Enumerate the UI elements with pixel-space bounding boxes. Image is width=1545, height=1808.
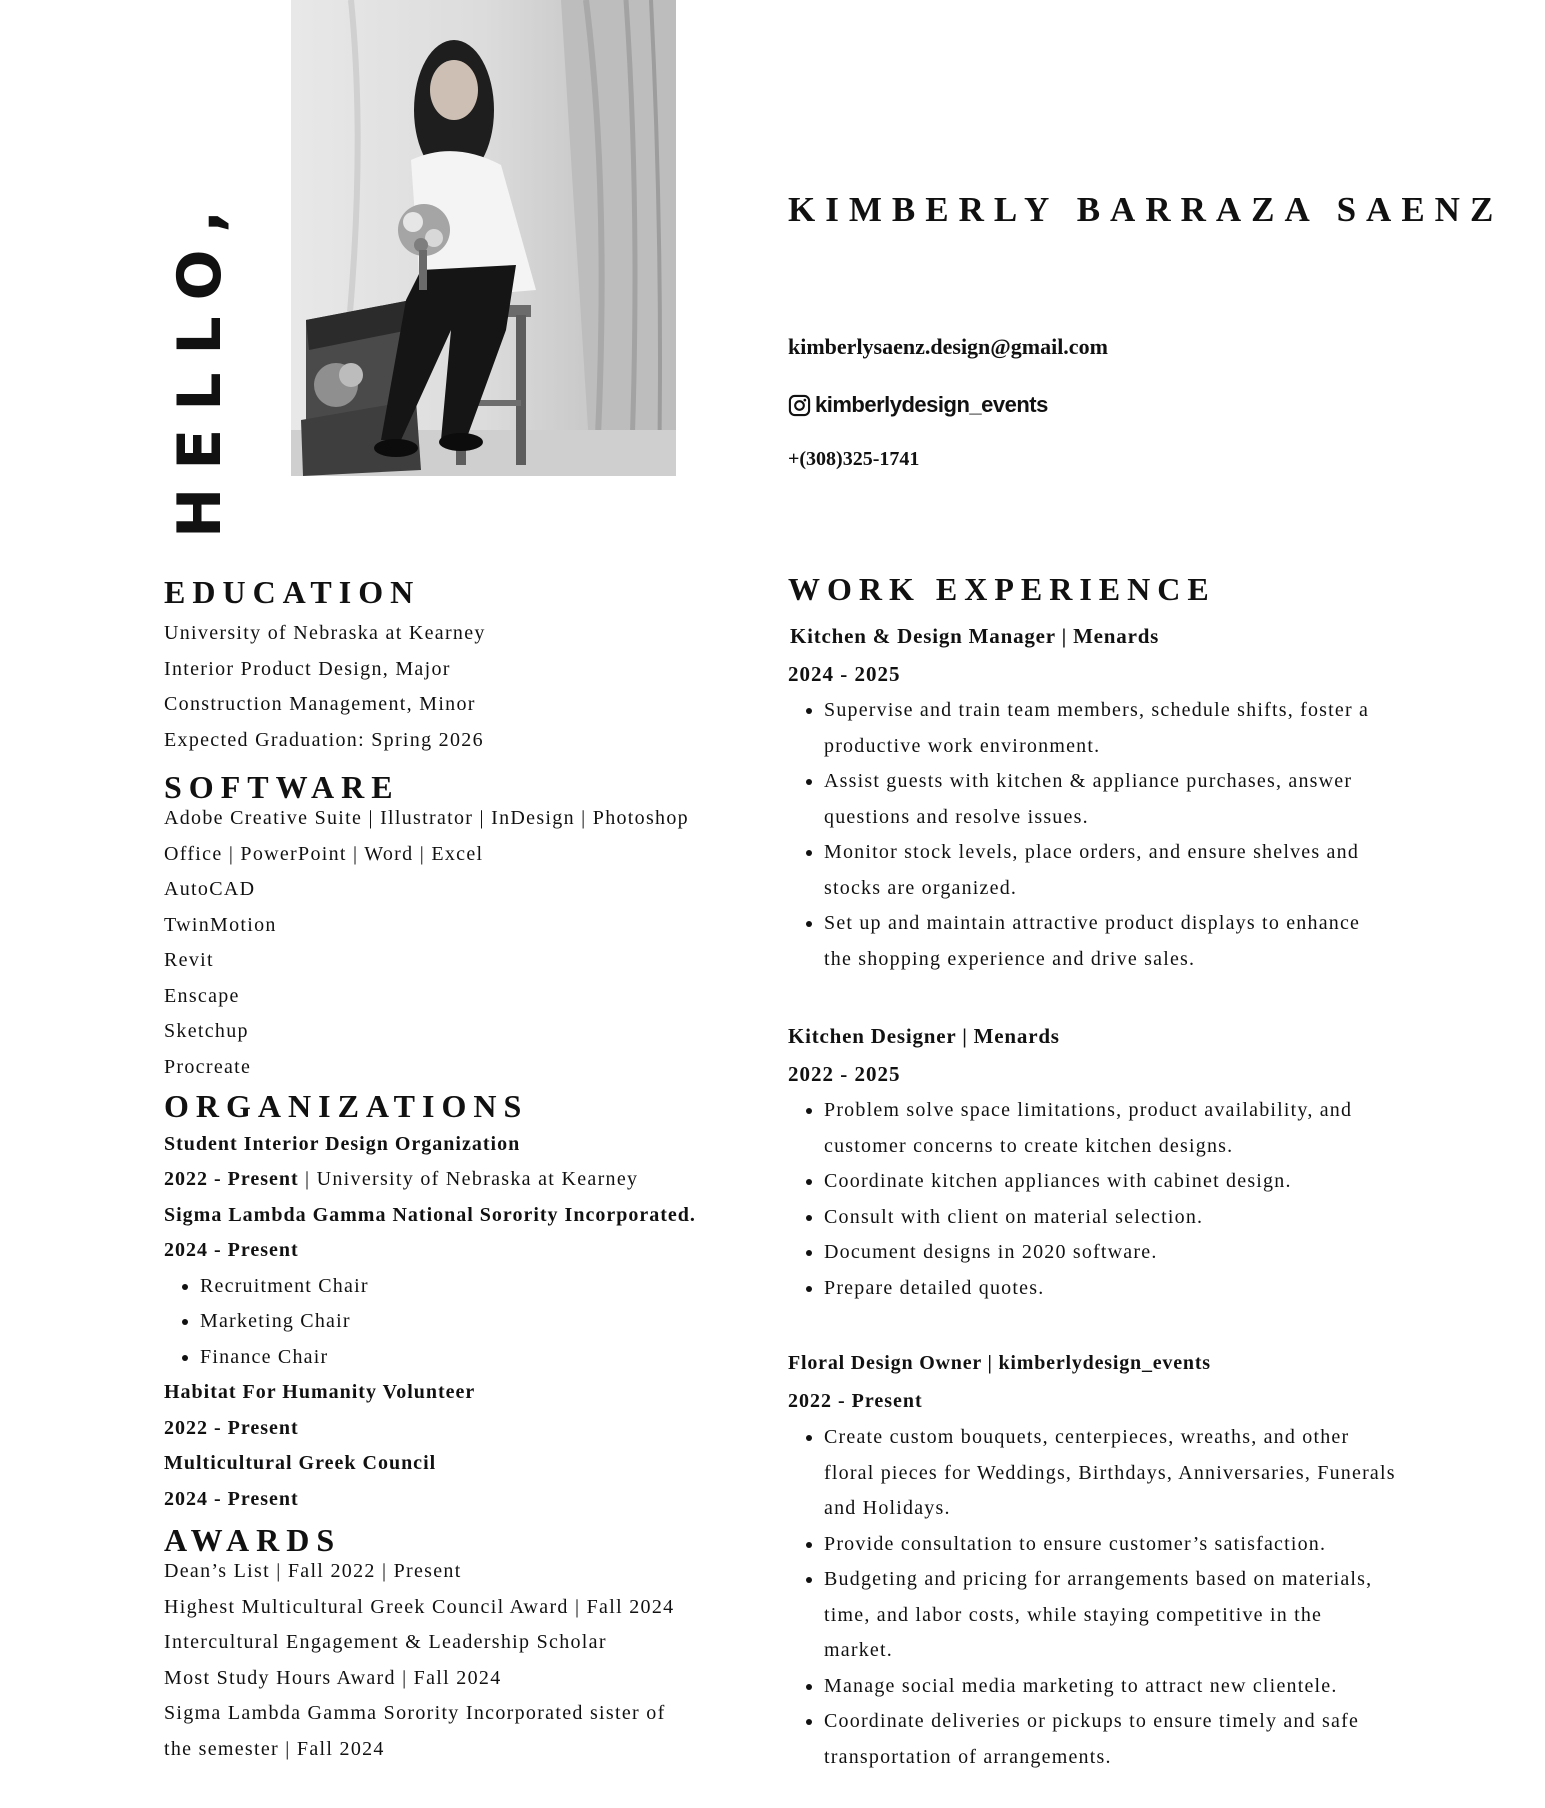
organization-roles [164,1269,764,1376]
list-item: questions and resolve issues. [824,805,1089,828]
software-title: SOFTWARE [164,769,400,806]
job-title: Kitchen Designer | Menards [788,1024,1060,1049]
list-item: the shopping experience and drive sales. [824,947,1196,970]
portrait-photo [291,0,676,476]
job-duties [788,1420,1468,1775]
list-item: • Provide consultation to ensure customer’s satisfaction. [824,1527,1468,1563]
education-line: Interior Product Design, Major [164,657,451,680]
hello-text: HELLO, [165,191,235,539]
award-line: Most Study Hours Award | Fall 2024 [164,1666,502,1689]
education-line: University of Nebraska at Kearney [164,622,486,645]
organization-name: Student Interior Design Organization [164,1132,521,1155]
job-entry [788,1344,1468,1775]
job-dates: 2022 - Present [788,1390,923,1413]
phone-number[interactable]: +(308)325-1741 [788,448,920,470]
list-item: transportation of arrangements. [824,1745,1112,1768]
award-line: Intercultural Engagement & Leadership Scholar [164,1631,607,1654]
job-entry [788,1017,1468,1306]
list-item: • Problem solve space limitations, product availability, and [824,1093,1468,1129]
job-title: Floral Design Owner | kimberlydesign_events [788,1352,1211,1375]
organizations-section [164,1089,764,1517]
list-item: • Assist guests with kitchen & appliance purchases, answer [824,764,1468,800]
organization-dates: 2024 - Present [164,1487,299,1510]
awards-section [164,1523,764,1767]
software-line: Procreate [164,1055,252,1078]
list-item: • Document designs in 2020 software. [824,1235,1468,1271]
list-item: • Consult with client on material selection. [824,1200,1468,1236]
education-title: EDUCATION [164,574,421,610]
organization-dates: 2024 - Present [164,1239,299,1262]
organization-name: Habitat For Humanity Volunteer [164,1381,476,1404]
organizations-title: ORGANIZATIONS [164,1088,529,1125]
software-line: Revit [164,949,214,972]
organization-dates-line [164,1162,764,1198]
job-title: Kitchen & Design Manager | Menards [790,624,1160,649]
list-item: • Supervise and train team members, schedule shifts, foster a [824,693,1468,729]
organization-name: Sigma Lambda Gamma National Sorority Incorporated. [164,1203,696,1226]
list-item: • Manage social media marketing to attract new clientele. [824,1669,1468,1705]
email-address[interactable]: kimberlysaenz.design@gmail.com [788,334,1108,359]
list-item: • Marketing Chair [200,1304,764,1340]
list-item: • Coordinate kitchen appliances with cabinet design. [824,1164,1468,1200]
software-section [164,770,764,1085]
candidate-name: KIMBERLY BARRAZA SAENZ [788,190,1504,229]
award-line: Highest Multicultural Greek Council Award | Fall 2024 [164,1595,675,1618]
award-line: Dean’s List | Fall 2022 | Present [164,1560,462,1583]
work-experience-title: WORK EXPERIENCE [788,571,1216,607]
list-item: time, and labor costs, while staying competitive in the [824,1603,1323,1626]
education-line: Construction Management, Minor [164,693,476,716]
education-line: Expected Graduation: Spring 2026 [164,728,484,751]
software-line: Enscape [164,984,240,1007]
list-item: • Monitor stock levels, place orders, and ensure shelves and [824,835,1468,871]
job-dates: 2022 - 2025 [788,1062,901,1087]
list-item: customer concerns to create kitchen designs. [824,1134,1234,1157]
list-item: • Prepare detailed quotes. [824,1271,1468,1307]
software-line: TwinMotion [164,913,277,936]
list-item: • Recruitment Chair [200,1269,764,1305]
list-item: • Create custom bouquets, centerpieces, wreaths, and other [824,1420,1468,1456]
job-duties [788,693,1468,977]
list-item: • Finance Chair [200,1340,764,1376]
hello-heading [160,191,240,539]
list-item: market. [824,1639,893,1662]
education-section [164,575,764,758]
organization-place: | University of Nebraska at Kearney [298,1168,639,1191]
organization-name: Multicultural Greek Council [164,1452,437,1475]
job-entry [788,617,1468,977]
instagram-handle-text: kimberlydesign_events [815,392,1048,417]
software-line: AutoCAD [164,878,256,901]
software-line: Adobe Creative Suite | Illustrator | InDesign | Photoshop [164,807,689,830]
instagram-icon [788,394,811,417]
software-line: Office | PowerPoint | Word | Excel [164,842,484,865]
organization-dates: 2022 - Present [164,1168,299,1191]
software-line: Sketchup [164,1020,249,1043]
award-line: Sigma Lambda Gamma Sorority Incorporated sister of [164,1702,666,1725]
organization-dates: 2022 - Present [164,1416,299,1439]
list-item: stocks are organized. [824,876,1018,899]
right-column [788,572,1468,1775]
list-item: • Coordinate deliveries or pickups to ensure timely and safe [824,1704,1468,1740]
portrait-illustration [291,0,676,476]
instagram-handle[interactable] [788,392,1048,418]
job-dates: 2024 - 2025 [788,662,901,687]
awards-title: AWARDS [164,1522,342,1559]
award-line: the semester | Fall 2024 [164,1737,385,1760]
list-item: • Budgeting and pricing for arrangements based on materials, [824,1562,1468,1598]
list-item: and Holidays. [824,1497,951,1520]
list-item: productive work environment. [824,734,1101,757]
list-item: • Set up and maintain attractive product displays to enhance [824,906,1468,942]
job-duties [788,1093,1468,1306]
list-item: floral pieces for Weddings, Birthdays, Anniversaries, Funerals [824,1461,1396,1484]
left-column [164,575,764,1767]
